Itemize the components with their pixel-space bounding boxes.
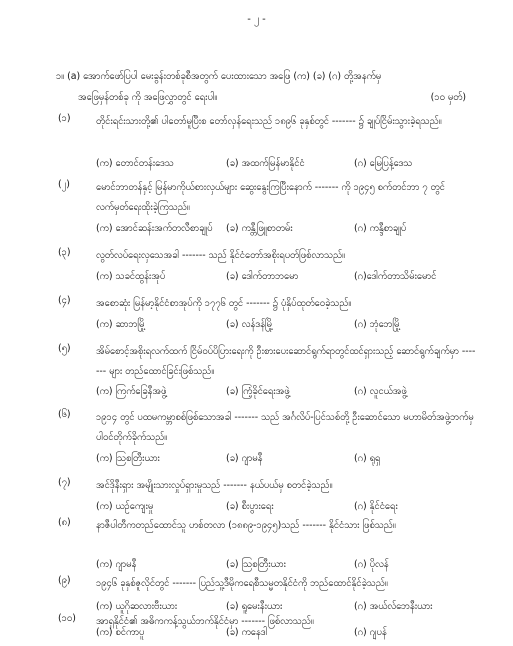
option-ka: (က) ဩစတြီးယား: [96, 453, 160, 464]
options-1: [96, 157, 486, 177]
option-kha: (ခ) ရူမေးနီးယား: [226, 601, 283, 612]
options-4: [96, 318, 486, 338]
options-2: [96, 222, 486, 242]
option-ka: (က) ကြက်ခြေနီအဖွဲ့: [96, 386, 167, 397]
question-number: (၂): [58, 179, 70, 190]
option-ka: (က) ယဉ်ကျေးမှု: [96, 501, 154, 512]
options-6: [96, 452, 486, 472]
option-kha: (ခ) ကန္တီဖြူစာတမ်း: [226, 223, 293, 234]
option-kha: (ခ) ကြံ့ခိုင်ရေးအဖွဲ့: [226, 386, 290, 397]
option-kha: (ခ) ဒေါက်တာဘမော: [226, 271, 299, 282]
question-number: (၃): [58, 247, 71, 258]
option-ga: (ဂ) မြေပြန့်ဒေသ: [354, 158, 413, 169]
option-ka: (က) တောင်တန်းဒေသ: [96, 158, 174, 169]
option-ga: (ဂ) ရုရှ: [354, 453, 381, 464]
question-number: (၁): [58, 113, 71, 124]
question-number: (၇): [58, 477, 71, 488]
instruction-line-1: ၁။ (a) အောက်ဖော်ပြပါ မေးခွန်းတစ်ခုစီအတွက် ပေးထားသော အဖြေ (က) (ခ) (ဂ) တို့အနက်မှ: [56, 71, 382, 82]
option-ka: (က) ယူဂိုဆလားဗီးယား: [96, 601, 178, 612]
option-ga: (ဂ)ဒေါက်တာသိမ်းမောင်: [354, 271, 437, 282]
question-number: (၈): [58, 517, 71, 528]
question-number: (၆): [58, 409, 71, 420]
question-text: အစောဆုံး မြန်မာ့နိုင်ငံစာအုပ်ကို ၁၇၇၆ တွင် ------- ၌ ပုံနှိပ်ထုတ်ဝေခဲ့သည်။: [96, 298, 352, 309]
option-ka: (က) စင်ကာပူ: [96, 627, 145, 638]
option-ka: (က) သခင်ထွန်းအုပ်: [96, 271, 166, 282]
question-text: အင်ဒိုနီးရှား အမျိုးသားလှုပ်ရှားမှုသည် ------- နယ်ပယ်မှ စတင်ခဲ့သည်။: [96, 480, 333, 491]
question-text: မောင်ဘာတန်နှင့် မြန်မာကိုယ်စားလှယ်များ ဆွေးနွေးကြပြီးနောက် ------- ကို ၁၉၄၅ စက်တင်ဘာ ၇ တွင် လက်မှတ်ရေးထိုးခဲ့ကြသည်။: [96, 182, 445, 213]
instruction: [56, 66, 466, 108]
option-ga: (ဂ) ဂျပန်: [354, 627, 387, 638]
option-ka: (က) အောင်ဆန်းအက်တလီစာချုပ်: [96, 223, 213, 234]
question-text: ၁၉၁၄ တွင် ပထမကမ္ဘာစစ်ဖြစ်သောအခါ ------- သည် အင်္ဂလိပ်-ပြင်သစ်တို့ ဦးဆောင်သော မဟာမိတ်အဖွဲ့ဘက်မှ ပါဝင်တိုက်ခိုက်သည်။: [96, 412, 474, 443]
option-ga: (ဂ) ဘုံဘေမြို့: [354, 319, 401, 330]
option-ka: (က) ဂျာမနီ: [96, 559, 137, 570]
question-text: နာဇီပါတီကတည်ထောင်သူ ဟစ်တလာ (၁၈၈၉-၁၉၄၅)သည် ------- နိုင်ငံသား ဖြစ်သည်။: [96, 520, 396, 531]
option-ka: (က) ဆာဘမြို့: [96, 319, 146, 330]
options-5: [96, 385, 486, 405]
question-text: တိုင်းရင်းသားတို့၏ ပါတော်မူပြီးစ တော်လှန်ရေးသည် ၁၈၉၆ ခုနှစ်တွင် ------- ၌ ချုပ်ငြိမ်းသွားခဲ့ရသည်။: [96, 116, 442, 127]
marks-label: (၁၀ မှတ်): [430, 92, 466, 103]
option-ga: (ဂ) လူငယ်အဖွဲ့: [354, 386, 407, 397]
option-ga: (ဂ) အယ်လ်ဘေနီးယား: [354, 601, 433, 612]
page-number: - ၂ -: [247, 14, 266, 25]
question-number: (၉): [58, 575, 71, 586]
option-kha: (ခ) ကနေဒါ: [226, 627, 268, 638]
question-text: အိမ်စောင့်အစိုးရလက်ထက် ငြိမ်ဝပ်ပိပြားရေးကို ဦးစားပေးဆောင်ရွက်ရာတွင်ထင်ရှားသည့် ဆောင်ရွက်ချက်မှာ ------- များ တည်ထောင်ခြင်းဖြစ်သည်။: [96, 346, 476, 377]
option-kha: (ခ) လန်ဒန်မြို့: [226, 319, 274, 330]
option-kha: (ခ) ဂျာမနီ: [226, 453, 263, 464]
question-text: အာရှနိုင်ငံ၏ အဓိကကန့်သွယ်ဘက်နိုင်ငံမှာ ------- ဖြစ်လာသည်။: [96, 616, 314, 627]
question-text: ၁၉၄၆ ခုနှစ်ဇူလိုင်တွင် ------- ပြည်သူ့ဒီမိုကရေစီသမ္မတနိုင်ငံကို ဘည်ထောင်နိုင်ခဲ့သည်။: [96, 578, 388, 589]
question-number: (၄): [58, 295, 71, 306]
instruction-line-2: အဖြေမှန်တစ်ခု ကို အဖြေလွှာတွင် ရေးပါ။: [78, 92, 218, 103]
option-kha: (ခ) အထက်မြန်မာနိုင်ငံ: [226, 158, 305, 169]
question-number: (၅): [58, 343, 71, 354]
options-3: [96, 270, 486, 290]
options-10: [96, 626, 486, 646]
option-ga: (ဂ) နိုင်ငံရေး: [354, 501, 398, 512]
option-ga: (ဂ) ပိုလန်: [354, 559, 389, 570]
question-number: (၁၀): [58, 613, 76, 624]
option-ga: (ဂ) ကန္ဒီစာချုပ်: [354, 223, 407, 234]
option-kha: (ခ) ဩစတြီးယား: [226, 559, 286, 570]
question-text: လွတ်လပ်ရေးလှသေအခါ ------- သည် နိုင်ငံတော်အစိုးရပတ်ဖြစ်လာသည်။: [96, 250, 345, 261]
option-kha: (ခ) စီးပွားရေး: [226, 501, 274, 512]
